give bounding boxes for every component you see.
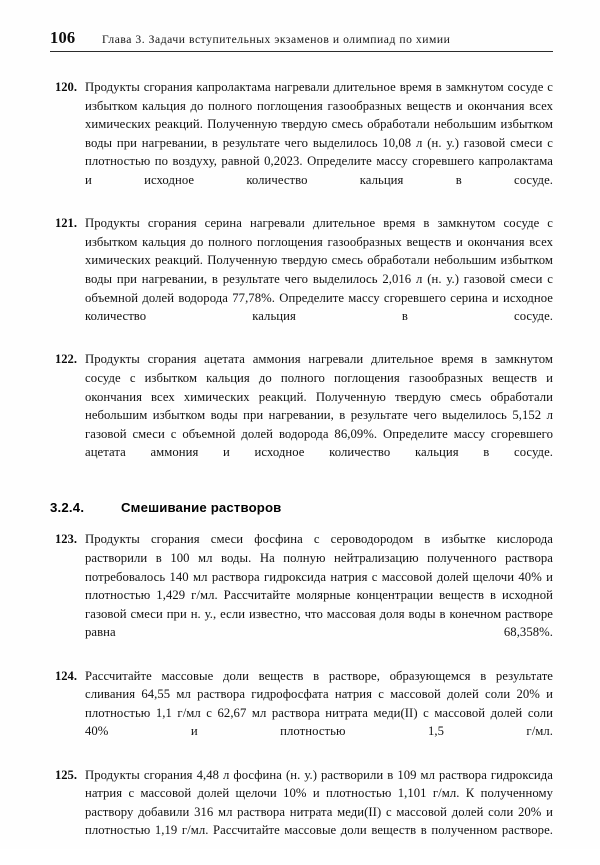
problem-text: Продукты сгорания смеси фосфина с сероводородом в избытке кислорода растворили в 100 мл воды. На полную нейтрализацию полученного раствора потребовалось 140 мл раствора гидроксида натрия с массовой долей щелочи 40% и плотностью 1,429 г/мл. Рассчитайте молярные концентрации веществ в исходной газовой смеси при н. у., если известно, что массовая доля воды в конечном растворе равна 68,358%. (85, 532, 553, 640)
page-content (50, 78, 553, 865)
problem-item (50, 214, 553, 344)
problem-text: Продукты сгорания 4,48 л фосфина (н. у.) растворили в 109 мл раствора гидроксида натрия с массовой долей щелочи 10% и плотностью 1,101 г/мл. К полученному раствору добавили 316 мл раствора нитрата меди(II) с массовой долей соли 20% и плотностью 1,19 г/мл. Рассчитайте массовые доли веществ в полученном растворе. (85, 767, 553, 838)
problem-number: 121. (54, 216, 77, 231)
problem-number: 122. (54, 352, 77, 367)
running-header (50, 28, 553, 48)
section-title: Смешивание растворов (121, 500, 282, 516)
problem-number: 123. (54, 532, 77, 547)
problem-text: Продукты сгорания ацетата аммония нагревали длительное время в замкнутом сосуде с избытком кальция до полного поглощения газообразных веществ и окончания всех химических реакций. Полученную твердую смесь обработали небольшим избытком воды при нагревании, в результате чего выделилось 5,152 л газовой смеси с объемной долей водорода 86,09%. Определите массу сгоревшего ацетата аммония и исходное количество кальция в сосуде. (85, 352, 553, 460)
problem-number: 120. (54, 80, 77, 94)
section-number: 3.2.4. (50, 500, 85, 516)
problem-item (50, 766, 553, 859)
problem-number: 125. (54, 767, 77, 782)
chapter-title: Глава 3. Задачи вступительных экзаменов и олимпиад по химии (102, 33, 451, 46)
problem-text: Продукты сгорания серина нагревали длительное время в замкнутом сосуде с избытком кальция до полного поглощения газообразных веществ и окончания всех химических реакций. Полученную твердую смесь обработали небольшим избытком воды при нагревании, в результате чего выделилось 2,016 л (н. у.) газовой смеси с объемной долей водорода 77,78%. Определите массу сгоревшего серина и исходное количество кальция в сосуде. (85, 216, 553, 324)
problem-item (50, 78, 553, 208)
header-divider (50, 51, 553, 52)
problem-item (50, 530, 553, 660)
problem-number: 124. (54, 668, 77, 683)
page-number: 106 (50, 28, 76, 47)
section-heading (50, 500, 553, 515)
problem-item (50, 350, 553, 480)
problem-item (50, 667, 553, 760)
problem-text: Рассчитайте массовые доли веществ в растворе, образующемся в результате сливания 64,55 мл раствора гидрофосфата натрия с массовой долей соли 20% и плотностью 1,1 г/мл с 62,67 мл раствора нитрата меди(II) с массовой долей соли 40% и плотностью 1,5 г/мл. (85, 668, 553, 739)
problem-text: Продукты сгорания капролактама нагревали длительное время в замкнутом сосуде с избытком кальция до полного поглощения газообразных веществ и окончания всех химических реакций. Полученную твердую смесь обработали небольшим избытком воды при нагревании, в результате чего выделилось 10,08 л (н. у.) газовой смеси с плотностью по воздуху, равной 0,2023. Определите массу сгоревшего капролактама и исходное количество кальция в сосуде. (85, 80, 553, 187)
